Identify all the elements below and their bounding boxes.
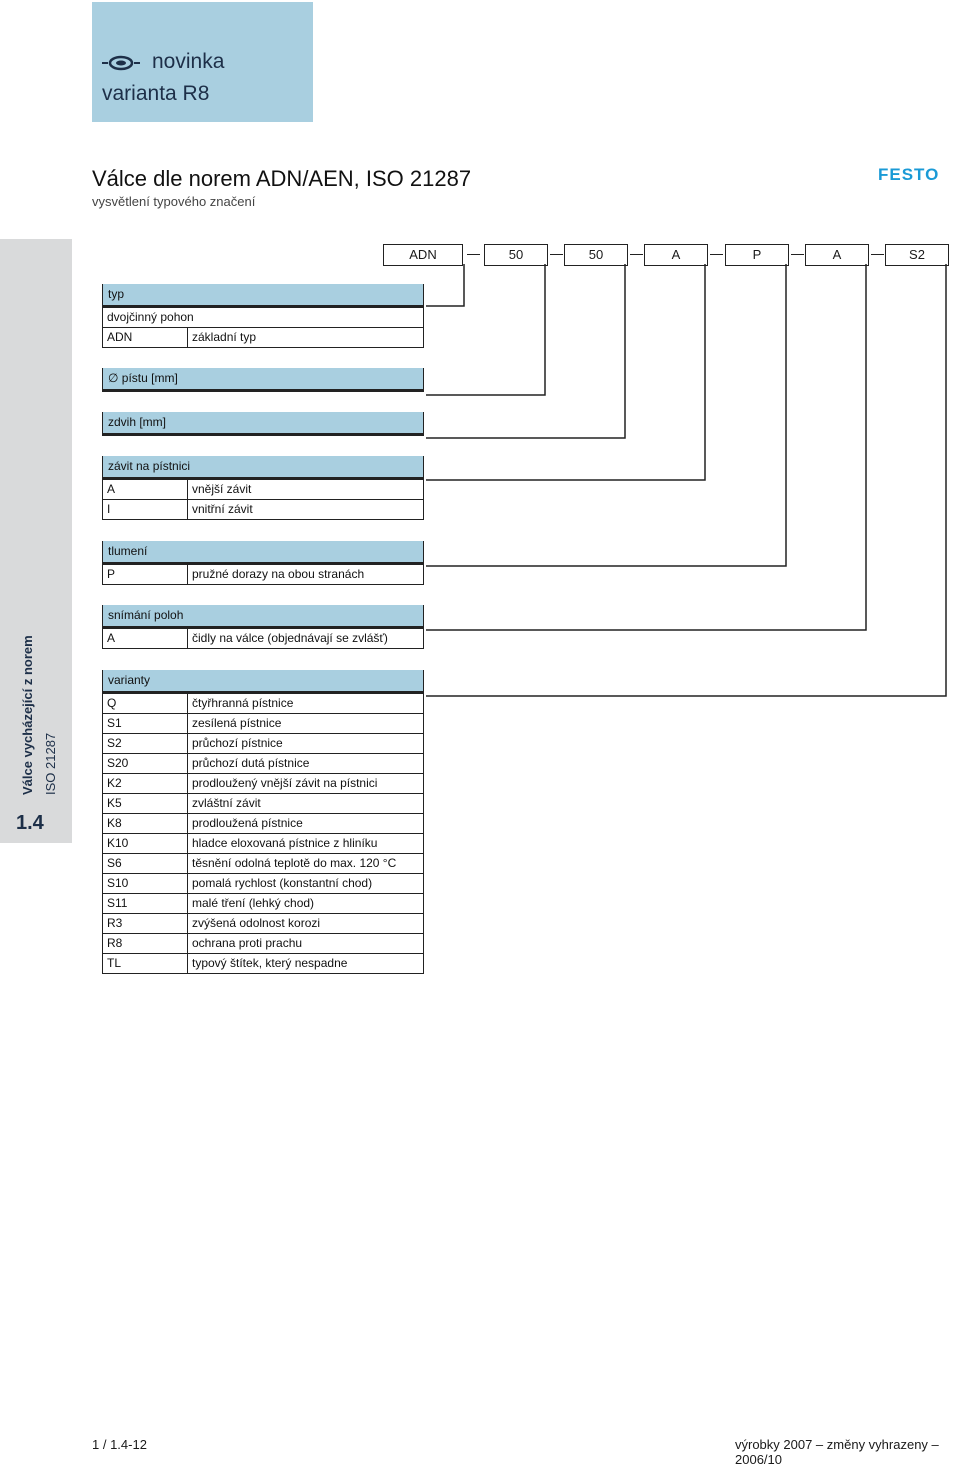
section-heading: varianty [102,670,424,694]
legend-description: těsnění odolná teplotě do max. 120 °C [192,856,397,870]
legend-code: K5 [103,794,188,813]
legend-row [102,480,424,500]
legend-row [102,794,424,814]
legend-code: S1 [103,714,188,733]
order-code-box: 50 [484,244,548,266]
section-heading: tlumení [102,541,424,565]
legend-row [102,734,424,754]
legend-description: zvláštní závit [192,796,261,810]
legend-code: K8 [103,814,188,833]
legend-row [102,774,424,794]
order-code-dash [871,254,884,255]
section-heading: zdvih [mm] [102,412,424,436]
order-code-dash [467,254,480,255]
legend-code: S11 [103,894,188,913]
legend-row [102,308,424,328]
legend-row [102,914,424,934]
legend-code: R8 [103,934,188,953]
legend-code: S10 [103,874,188,893]
novinka-badge [92,2,313,122]
order-code-dash [550,254,563,255]
legend-code: S6 [103,854,188,873]
legend-row [102,874,424,894]
legend-code: I [103,500,188,519]
chapter-sidebar [0,239,72,843]
legend-description: průchozí pístnice [192,736,283,750]
legend-row [102,834,424,854]
page-number: 1 / 1.4-12 [92,1437,147,1452]
legend-description: pomalá rychlost (konstantní chod) [192,876,373,890]
order-code-box: A [644,244,708,266]
order-code-box: S2 [885,244,949,266]
legend-description: vnitřní závit [192,502,253,516]
section-heading: typ [102,284,424,308]
legend-description: prodloužená pístnice [192,816,303,830]
section-heading: závit na pístnici [102,456,424,480]
legend-section [102,541,424,585]
legend-code: ADN [103,328,188,347]
legend-description: prodloužený vnější závit na pístnici [192,776,378,790]
order-code-box: ADN [383,244,463,266]
legend-code: K2 [103,774,188,793]
section-heading: ∅ pístu [mm] [102,368,424,392]
chapter-number: 1.4 [16,812,44,834]
novinka-icon [102,54,140,72]
legend-code: Q [103,694,188,713]
novinka-label: novinka [152,50,225,73]
page-title: Válce dle norem ADN/AEN, ISO 21287 [92,166,472,191]
order-code-dash [791,254,804,255]
order-code-box: 50 [564,244,628,266]
legend-description: čidly na válce (objednávají se zvlášť) [192,631,388,645]
legend-row [102,934,424,954]
legend-description: průchozí dutá pístnice [192,756,310,770]
legend-code: K10 [103,834,188,853]
legend-description: ochrana proti prachu [192,936,303,950]
legend-section [102,284,424,348]
legend-description: typový štítek, který nespadne [192,956,348,970]
legend-row [102,894,424,914]
legend-code: A [103,480,188,499]
section-heading: snímání poloh [102,605,424,629]
legend-description: základní typ [192,330,257,344]
order-code-box: A [805,244,869,266]
legend-row [102,629,424,649]
legend-description: pružné dorazy na obou stranách [192,567,365,581]
legend-section [102,670,424,974]
legend-code: dvojčinný pohon [107,310,194,324]
sidebar-title: Válce vycházející z norem [20,635,35,795]
legend-row [102,500,424,520]
legend-row [102,565,424,585]
legend-section [102,605,424,649]
order-code-box: P [725,244,789,266]
legend-row [102,814,424,834]
legend-code: P [103,565,188,584]
legend-description: malé tření (lehký chod) [192,896,315,910]
legend-description: zvýšená odolnost korozi [192,916,321,930]
sidebar-subtitle: ISO 21287 [43,732,58,795]
legend-code: R3 [103,914,188,933]
legend-code: S2 [103,734,188,753]
legend-row [102,854,424,874]
legend-code: A [103,629,188,648]
festo-logo: FESTO [878,165,940,184]
legend-row [102,754,424,774]
legend-section [102,456,424,520]
legend-code: S20 [103,754,188,773]
page-subtitle: vysvětlení typového značení [92,194,256,209]
variant-label: varianta R8 [102,82,210,105]
footer-note: výrobky 2007 – změny vyhrazeny – 2006/10 [735,1437,939,1467]
legend-description: vnější závit [192,482,252,496]
legend-code: TL [103,954,188,973]
legend-row [102,714,424,734]
legend-section [102,412,424,436]
legend-description: hladce eloxovaná pístnice z hliníku [192,836,378,850]
legend-row [102,694,424,714]
legend-section [102,368,424,392]
legend-description: čtyřhranná pístnice [192,696,294,710]
order-code-dash [710,254,723,255]
order-code-dash [630,254,643,255]
legend-row [102,328,424,348]
legend-description: zesílená pístnice [192,716,282,730]
legend-row [102,954,424,974]
